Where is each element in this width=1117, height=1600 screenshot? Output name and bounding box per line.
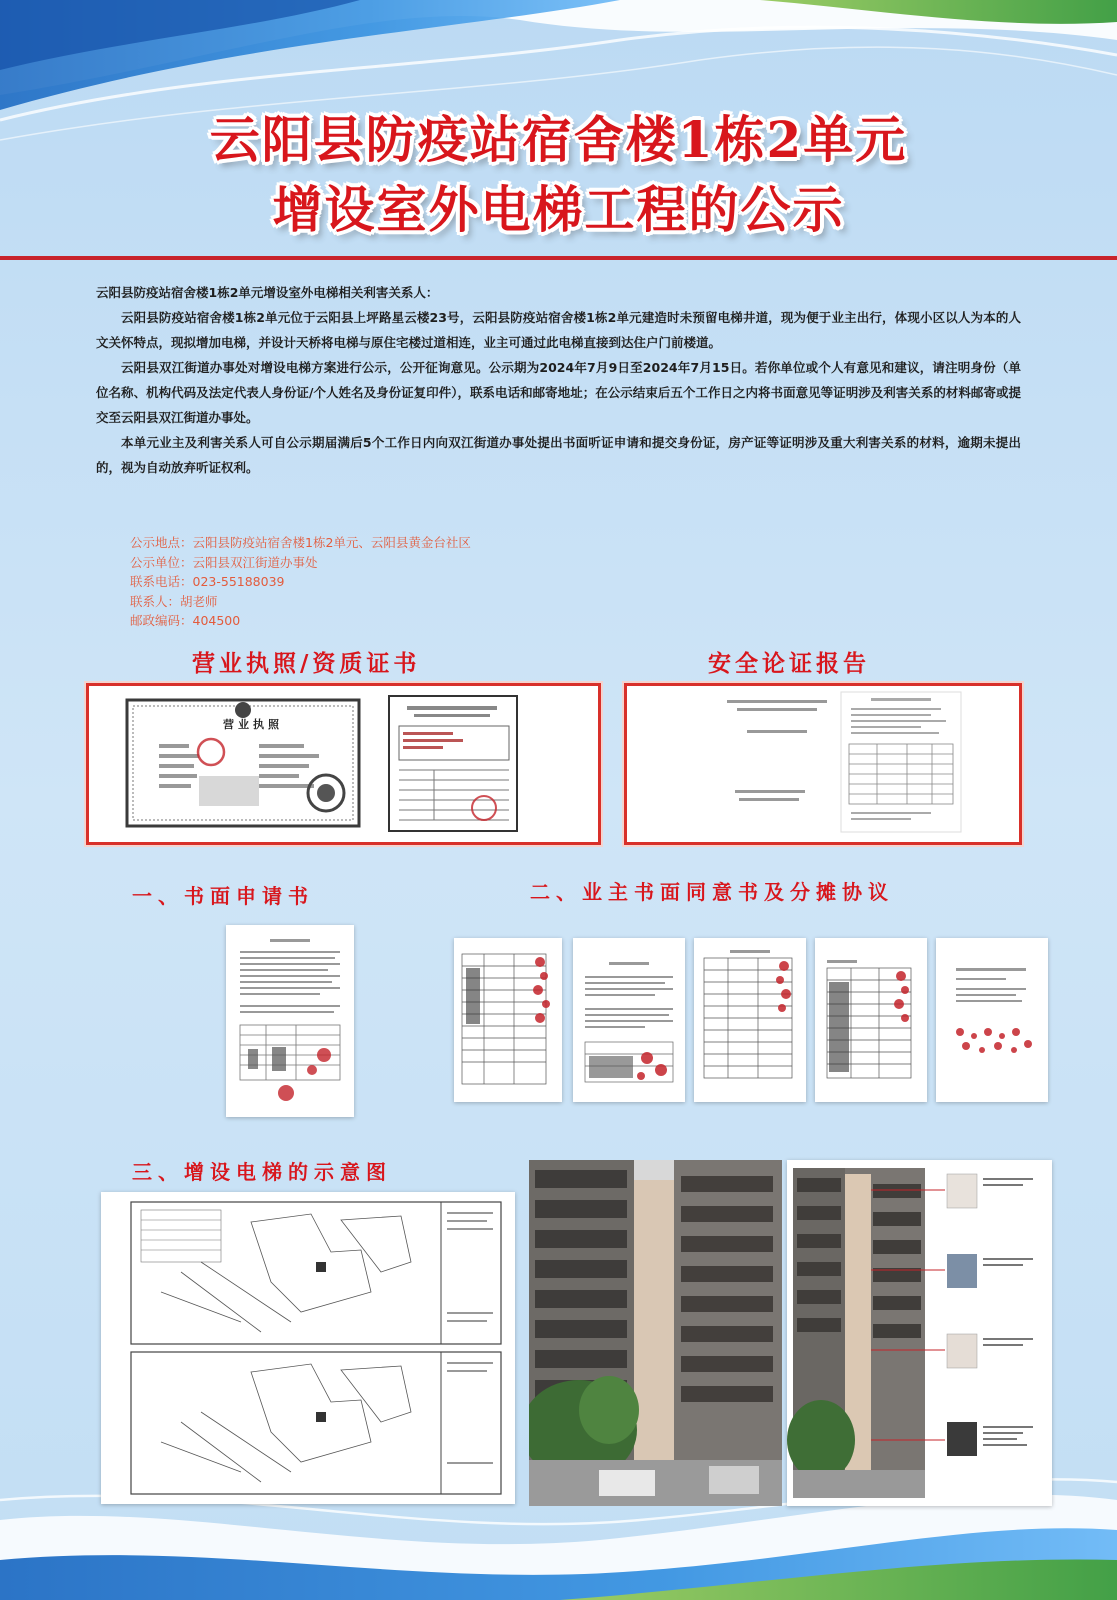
license-frame [86,683,601,845]
section-license-heading: 营业执照/资质证书 [192,651,421,677]
section-safety-heading: 安全论证报告 [708,651,870,677]
section-diagram-heading: 三、增设电梯的示意图 [132,1160,392,1184]
business-license-image [89,686,598,842]
contact-person: 联系人：胡老师 [130,593,218,609]
title-divider [0,256,1117,260]
contact-phone: 联系电话：023-55188039 [130,574,285,589]
notice-salutation: 云阳县防疫站宿舍楼1栋2单元增设室外电梯相关利害关系人： [96,285,439,300]
notice-paragraph-1: 云阳县防疫站宿舍楼1栋2单元位于云阳县上坪路星云楼23号，云阳县防疫站宿舍楼1栋2单元建造时未预留电梯井道，现为便于业主出行，体现小区以人为本的人文关怀特点，现拟增加电梯，并设计天桥将电梯与原住宅楼过道相连，业主可通过此电梯直接到达住户门前楼道。 [96,310,1021,350]
contact-postcode: 邮政编码：404500 [130,613,241,628]
consent-form-graphic-4 [815,938,927,1102]
contact-info [130,533,471,631]
contact-location: 公示地点：云阳县防疫站宿舍楼1栋2单元、云阳县黄金台社区 [130,535,471,550]
consent-form-image-3 [694,938,806,1102]
license-caption: 营业执照 [223,718,283,731]
building-photo-graphic [529,1160,782,1506]
safety-report-frame [624,683,1022,845]
title-line-2: 增设室外电梯工程的公示 [272,180,845,239]
consent-form-image-1 [454,938,562,1102]
consent-form-image-4 [815,938,927,1102]
contact-unit: 公示单位：云阳县双江街道办事处 [130,554,318,570]
building-photo [529,1160,782,1506]
consent-form-graphic-1 [454,938,562,1102]
site-plan-graphic [101,1192,515,1504]
notice-body [96,280,1021,480]
elevator-annotation-graphic [787,1160,1052,1506]
site-plan-image [101,1192,515,1504]
elevator-annotation-image [787,1160,1052,1506]
consent-form-image-2 [573,938,685,1102]
application-letter-graphic [226,925,354,1117]
section-application-heading: 一、书面申请书 [132,884,314,908]
notice-paragraph-3: 本单元业主及利害关系人可自公示期届满后5个工作日内向双江街道办事处提出书面听证申请和提交身份证，房产证等证明涉及重大利害关系的材料，逾期未提出的，视为自动放弃听证权利。 [96,435,1021,475]
application-letter-image [226,925,354,1117]
consent-form-image-5 [936,938,1048,1102]
consent-form-graphic-3 [694,938,806,1102]
title-line-1: 云阳县防疫站宿舍楼1栋2单元 [209,110,908,169]
notice-paragraph-2: 云阳县双江街道办事处对增设电梯方案进行公示，公开征询意见。公示期为2024年7月9日至2024年7月15日。若你单位或个人有意见和建议，请注明身份（单位名称、机构代码及法定代表人身份证/个人姓名及身份证复印件），联系电话和邮寄地址；在公示结束后五个工作日之内将书面意见等证明涉及利害关系的材料邮寄或提交至云阳县双江街道办事处。 [96,360,1021,425]
safety-report-image [627,686,1019,842]
consent-form-graphic-5 [936,938,1048,1102]
section-consent-heading: 二、业主书面同意书及分摊协议 [530,880,894,904]
consent-form-graphic-2 [573,938,685,1102]
